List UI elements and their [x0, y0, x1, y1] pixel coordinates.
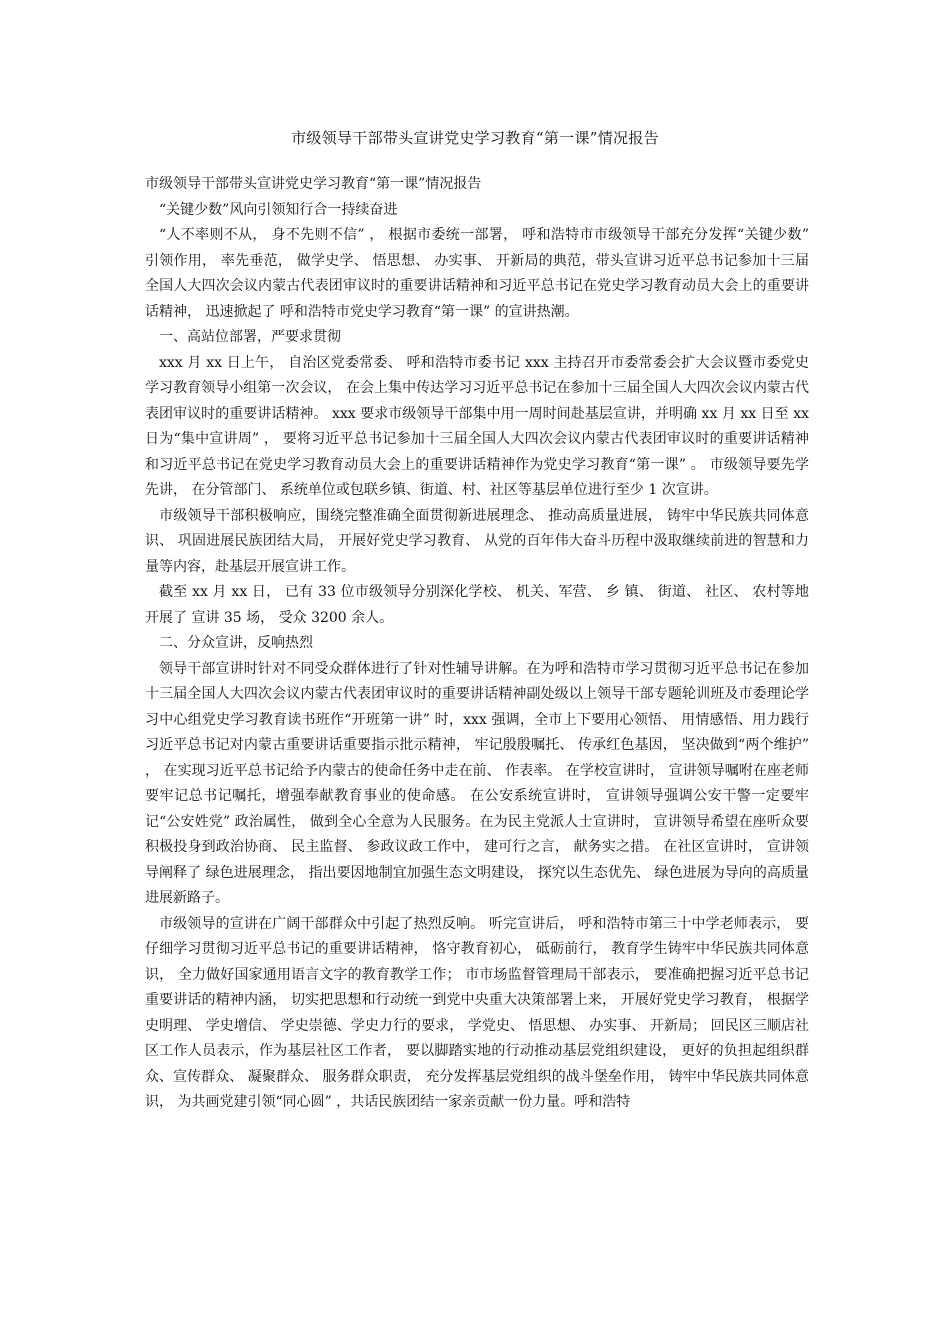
paragraph-8: 领导干部宣讲时针对不同受众群体进行了针对性辅导讲解。在为呼和浩特市学习贯彻习近平总书记在参加十三届全国人大四次会议内蒙古代表团审议时的重要讲话精神副处级以上领导干部专题轮训班及市委理论学习中心组党史学习教育读书班作“开班第一讲” 时，xxx 强调，全市上下要用心领悟、 用情感悟、用力践行习近平总书记对内蒙古重要讲话重要指示批示精神， 牢记殷殷嘱托、 传承红色基因， 坚决做到“两个维护” ， 在实现习近平总书记给予内蒙古的使命任务中走在前、 作表率。 在学校宣讲时， 宣讲领导嘱咐在座老师要牢记总书记嘱托，增强奉献教育事业的使命感。 在公安系统宣讲时， 宣讲领导强调公安干警一定要牢记“公安姓党” 政治属性， 做到全心全意为人民服务。在为民主党派人士宣讲时， 宣讲领导希望在座听众要积极投身到政治协商、 民主监督、 参政议政工作中， 建可行之言， 献务实之措。 在社区宣讲时， 宣讲领导阐释了 绿色进展理念， 指出要因地制宜加强生态文明建设， 探究以生态优先、 绿色进展为导向的高质量进展新路子。 — [145, 660, 809, 906]
document-title: 市级领导干部带头宣讲党史学习教育“第一课”情况报告 — [291, 129, 659, 147]
paragraph-5: 市级领导干部积极响应，围绕完整准确全面贯彻新进展理念、 推动高质量进展， 铸牢中华民族共同体意识、 巩固进展民族团结大局， 开展好党史学习教育、 从党的百年伟大奋斗历程中汲取继续前进的智慧和力量等内容，赴基层开展宣讲工作。 — [145, 507, 809, 575]
paragraph-0: 市级领导干部带头宣讲党史学习教育“第一课”情况报告 — [145, 176, 482, 192]
paragraph-4: xxx 月 xx 日上午， 自治区党委常委、 呼和浩特市委书记 xxx 主持召开市委常委会扩大会议暨市委党史学习教育领导小组第一次会议， 在会上集中传达学习习近平总书记在参加十三届全国人大四次会议内蒙古代表团审议时的重要讲话精神。 xxx 要求市级领导干部集中用一周时间赴基层宣讲，并明确 xx 月 xx 日至 xx 日为“集中宣讲周” ， 要将习近平总书记参加十三届全国人大四次会议内蒙古代表团审议时的重要讲话精神和习近平总书记在党史学习教育动员大会上的重要讲话精神作为党史学习教育“第一课” 。 市级领导要先学先讲， 在分管部门、 系统单位或包联乡镇、街道、村、社区等基层单位进行至少 1 次宣讲。 — [145, 354, 809, 498]
paragraph-3: 一、高站位部署，严要求贯彻 — [159, 329, 341, 345]
paragraph-7: 二、分众宣讲，反响热烈 — [159, 635, 313, 651]
paragraph-6: 截至 xx 月 xx 日， 已有 33 位市级领导分别深化学校、 机关、军营、 乡 镇、 街道、 社区、 农村等地开展了 宣讲 35 场， 受众 3200 余人。 — [145, 584, 809, 626]
document-body — [145, 172, 809, 1116]
paragraph-2: “人不率则不从， 身不先则不信” ， 根据市委统一部署， 呼和浩特市市级领导干部充分发挥“关键少数” 引领作用， 率先垂范， 做学史学、 悟思想、 办实事、 开新局的典范，带头宣讲习近平总书记参加十三届全国人大四次会议内蒙古代表团审议时的重要讲话精神和习近平总书记在党史学习教育动员大会上的重要讲话精神， 迅速掀起了 呼和浩特市党史学习教育“第一课” 的宣讲热潮。 — [145, 227, 809, 320]
paragraph-9: 市级领导的宣讲在广阔干部群众中引起了热烈反响。 听完宣讲后， 呼和浩特市第三十中学老师表示， 要仔细学习贯彻习近平总书记的重要讲话精神， 恪守教育初心， 砥砺前行， 教育学生铸牢中华民族共同体意识， 全力做好国家通用语言文字的教育教学工作； 市市场监督管理局干部表示， 要准确把握习近平总书记重要讲话的精神内涵， 切实把思想和行动统一到党中央重大决策部署上来， 开展好党史学习教育， 根据学史明理、 学史增信、 学史崇德、学史力行的要求， 学党史、 悟思想、 办实事、 开新局； 回民区三顺店社区工作人员表示，作为基层社区工作者， 要以脚踏实地的行动推动基层党组织建设， 更好的负担起组织群众、宣传群众、 凝聚群众、 服务群众职责， 充分发挥基层党组织的战斗堡垒作用， 铸牢中华民族共同体意识， 为共画党建引领“同心圆” ，共话民族团结一家亲贡献一份力量。呼和浩特 — [145, 915, 809, 1110]
paragraph-1: “关键少数”风向引领知行合一持续奋进 — [159, 201, 398, 218]
